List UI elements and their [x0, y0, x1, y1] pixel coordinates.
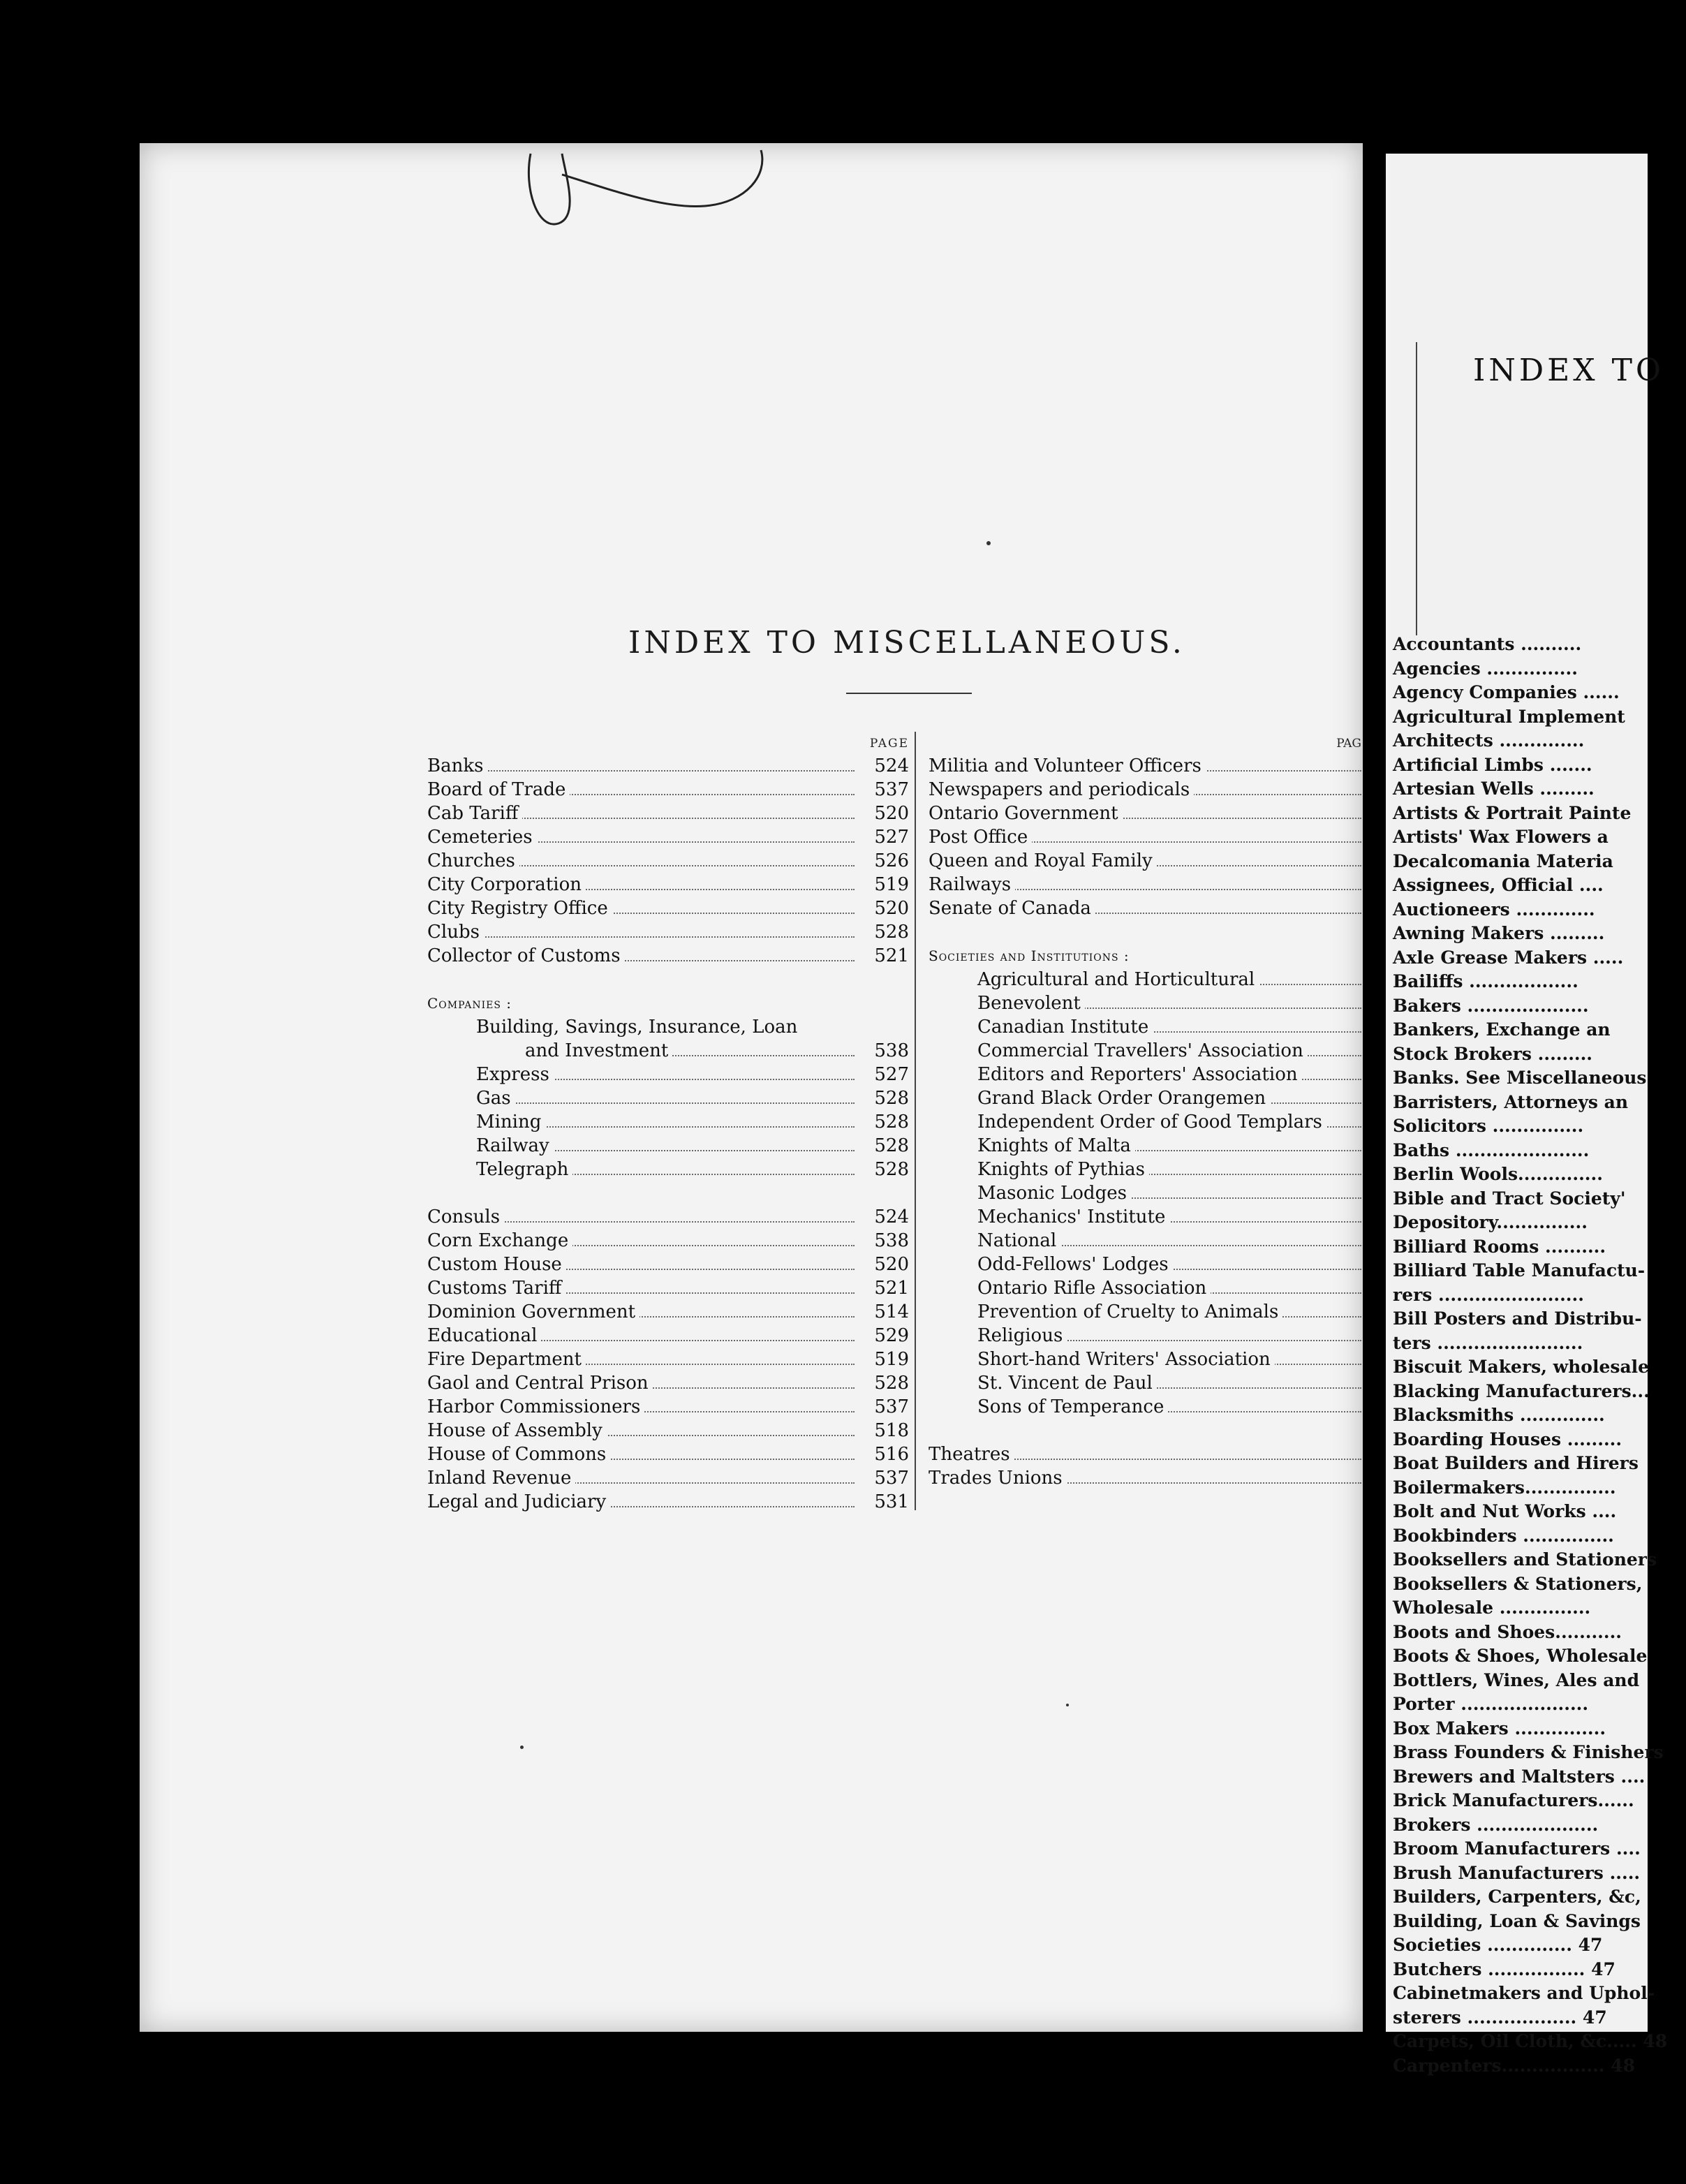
index-entry-page: 538 [874, 1230, 909, 1251]
index-entry [427, 873, 909, 897]
index-entry-label: House of Assembly [427, 1419, 607, 1443]
index-entry [427, 1086, 909, 1110]
title-rule [846, 693, 972, 694]
index-entry-page: 528 [874, 1135, 909, 1156]
index-entry [427, 1443, 909, 1466]
index-entry-page: 526 [874, 850, 909, 871]
index-entry-label: and Investment [427, 1039, 672, 1063]
right-page-entry: Wholesale ............... [1393, 1598, 1591, 1618]
right-page-entry: Boilermakers............... [1393, 1477, 1616, 1498]
leader-dots [427, 936, 855, 938]
index-entry-page: 537 [874, 1468, 909, 1489]
index-entry [929, 1181, 1361, 1205]
right-page-entry: Boots & Shoes, Wholesale [1393, 1646, 1648, 1666]
right-page-entry: Blacking Manufacturers... [1393, 1380, 1650, 1401]
index-entry-label: Prevention of Cruelty to Animals [929, 1300, 1282, 1324]
index-entry-page: 518 [874, 1420, 909, 1441]
right-page-entry: Artificial Limbs ....... [1393, 754, 1592, 775]
index-entry [929, 754, 1361, 778]
right-page-entry: Artists' Wax Flowers a [1393, 827, 1609, 847]
index-entry-page: 528 [874, 1159, 909, 1180]
right-page-entry: Agency Companies ...... [1393, 682, 1620, 702]
index-entry-label: Ontario Government [929, 802, 1123, 825]
index-entry-label: Customs Tariff [427, 1276, 565, 1300]
index-entry [929, 897, 1361, 920]
index-entry-page: 537 [874, 779, 909, 800]
index-entry-page: 527 [874, 827, 909, 848]
right-page-entry: Boarding Houses ......... [1393, 1429, 1622, 1449]
index-entry [929, 873, 1361, 897]
right-page-entry: Bill Posters and Distribu- [1393, 1308, 1642, 1329]
right-page-entry: Decalcomania Materia [1393, 850, 1613, 871]
index-entry [427, 920, 909, 944]
index-entry-label: Cemeteries [427, 825, 537, 849]
index-entry-page: 524 [874, 755, 909, 776]
right-page-entry: Agencies ............... [1393, 658, 1578, 679]
index-entry [929, 1134, 1361, 1158]
right-page-entry: Bottlers, Wines, Ales and [1393, 1669, 1640, 1690]
book-gutter [1363, 143, 1384, 2032]
column-divider [915, 732, 916, 1510]
index-entry-label: Senate of Canada [929, 897, 1095, 920]
index-entry-label: Ontario Rifle Association [929, 1276, 1211, 1300]
right-page-entry: Berlin Wools.............. [1393, 1164, 1603, 1184]
index-entry [427, 1063, 909, 1086]
index-entry-page: 528 [874, 1112, 909, 1132]
index-entry [427, 1015, 909, 1039]
index-entry [427, 1466, 909, 1490]
index-entry [929, 1229, 1361, 1253]
index-entry-label: Board of Trade [427, 778, 570, 802]
index-entry-page: 527 [874, 1064, 909, 1085]
right-page-entry: Brass Founders & Finishers [1393, 1742, 1664, 1762]
right-page-entry: Booksellers & Stationers, [1393, 1573, 1643, 1594]
right-page-entry: Cabinetmakers and Uphol- [1393, 1983, 1655, 2003]
index-entry-page: 524 [874, 1207, 909, 1227]
right-page-entry: Artesian Wells ......... [1393, 779, 1595, 799]
right-page-entry: Butchers ................ 47 [1393, 1958, 1615, 1979]
index-right-column [929, 733, 1361, 1490]
right-page-entry: Agricultural Implement [1393, 706, 1625, 727]
index-entry [929, 1443, 1361, 1466]
index-entry [427, 825, 909, 849]
index-entry-label: Express [427, 1063, 554, 1086]
index-entry [427, 944, 909, 968]
index-entry-label: Benevolent [929, 991, 1085, 1015]
index-entry-label: Consuls [427, 1205, 504, 1229]
right-page-entry: ters ........................ [1393, 1332, 1583, 1353]
right-page-entry: Carpenters................. 48 [1393, 2055, 1635, 2076]
index-entry-page: 519 [874, 1349, 909, 1370]
index-entry [929, 1276, 1361, 1300]
index-entry [929, 1395, 1361, 1419]
right-page-title: INDEX TO [1473, 353, 1665, 388]
right-page-entry: Banks. See Miscellaneous [1393, 1068, 1647, 1088]
index-entry-label: Mining [427, 1110, 545, 1134]
right-page-entry: Axle Grease Makers ..... [1393, 947, 1624, 968]
right-page-entry: Architects .............. [1393, 730, 1585, 751]
right-page-entry: Billiard Table Manufactu- [1393, 1260, 1646, 1281]
index-entry [427, 1253, 909, 1276]
index-entry-label: Knights of Malta [929, 1134, 1135, 1158]
index-entry-label: Newspapers and periodicals [929, 778, 1194, 802]
index-entry-label: St. Vincent de Paul [929, 1371, 1157, 1395]
index-entry-label: Militia and Volunteer Officers [929, 754, 1206, 778]
index-entry-label: Custom House [427, 1253, 566, 1276]
index-entry-page: 521 [874, 945, 909, 966]
index-entry [929, 1348, 1361, 1371]
index-entry-label: Gaol and Central Prison [427, 1371, 653, 1395]
right-page-entry: Brick Manufacturers...... [1393, 1790, 1634, 1810]
index-entry [929, 968, 1361, 991]
index-entry-label: Post Office [929, 825, 1032, 849]
index-entry [929, 825, 1361, 849]
index-entry-label: Canadian Institute [929, 1015, 1153, 1039]
right-page-entry: Societies .............. 47 [1393, 1935, 1603, 1955]
right-page-entry: Bailiffs .................. [1393, 971, 1578, 991]
index-entry-label: Sons of Temperance [929, 1395, 1168, 1419]
right-page-entry: Solicitors ............... [1393, 1116, 1584, 1136]
right-page-entry: Bankers, Exchange an [1393, 1019, 1611, 1040]
leader-dots [427, 770, 855, 772]
right-page-entry: Brush Manufacturers ..... [1393, 1862, 1641, 1883]
index-entry [427, 1371, 909, 1395]
index-entry-label: Railway [427, 1134, 554, 1158]
index-entry [427, 754, 909, 778]
right-page-entry: Stock Brokers ......... [1393, 1043, 1593, 1064]
right-page-entry: Auctioneers ............. [1393, 899, 1595, 920]
right-page-entry: Bible and Tract Society' [1393, 1188, 1626, 1209]
index-entry [929, 1086, 1361, 1110]
index-left-column [427, 733, 909, 1514]
index-entry-label: Educational [427, 1324, 541, 1348]
right-page-entry: Biscuit Makers, wholesale [1393, 1357, 1650, 1377]
index-entry-label: House of Commons [427, 1443, 610, 1466]
index-entry-page: 514 [874, 1301, 909, 1322]
index-entry-label: Dominion Government [427, 1300, 639, 1324]
right-page-entry: Bakers .................... [1393, 995, 1589, 1016]
index-entry [427, 1490, 909, 1514]
ink-speck [1066, 1704, 1069, 1706]
ink-speck [520, 1746, 524, 1749]
index-entry [929, 1110, 1361, 1134]
index-entry-label: Gas [427, 1086, 515, 1110]
index-entry-label: Harbor Commissioners [427, 1395, 644, 1419]
margin-rule [1416, 342, 1417, 635]
right-page-entry: Booksellers and Stationers [1393, 1549, 1657, 1570]
index-entry [427, 1134, 909, 1158]
index-entry [427, 802, 909, 825]
right-page-entry: sterers .................. 47 [1393, 2007, 1607, 2028]
index-entry-label: Agricultural and Horticultural [929, 968, 1259, 991]
right-page-entry: Boots and Shoes........... [1393, 1621, 1622, 1642]
index-entry-label: Inland Revenue [427, 1466, 575, 1490]
index-entry [427, 1324, 909, 1348]
index-entry-page: 529 [874, 1325, 909, 1346]
index-entry [427, 1419, 909, 1443]
index-entry [929, 1253, 1361, 1276]
right-page-entry: Broom Manufacturers .... [1393, 1838, 1641, 1859]
index-entry [929, 1015, 1361, 1039]
index-entry-page: 520 [874, 1254, 909, 1275]
index-entry-label: City Corporation [427, 873, 586, 897]
index-entry-label: Legal and Judiciary [427, 1490, 610, 1514]
index-entry-label: Masonic Lodges [929, 1181, 1131, 1205]
index-entry [929, 1300, 1361, 1324]
index-entry [427, 1395, 909, 1419]
index-entry [427, 778, 909, 802]
right-page-entry: Bookbinders ............... [1393, 1525, 1614, 1546]
index-entry-page: 528 [874, 922, 909, 943]
ink-speck [986, 541, 991, 545]
societies-heading: Societies and Institutions : [929, 947, 1130, 964]
index-entry [929, 991, 1361, 1015]
index-entry-label: Banks [427, 754, 487, 778]
right-page-entry: Artists & Portrait Painte [1393, 802, 1632, 823]
index-entry-label: Corn Exchange [427, 1229, 572, 1253]
index-entry [929, 778, 1361, 802]
index-entry-page: 538 [874, 1040, 909, 1061]
right-page-entry: Box Makers ............... [1393, 1718, 1606, 1739]
index-entry-label: Religious [929, 1324, 1067, 1348]
right-page-entry: Building, Loan & Savings [1393, 1910, 1641, 1931]
index-entry [427, 1300, 909, 1324]
index-entry-label: National [929, 1229, 1060, 1253]
page-column-heading: PAGE [869, 737, 909, 751]
right-page-entry: rers ........................ [1393, 1284, 1584, 1305]
index-entry-page: 531 [874, 1491, 909, 1512]
index-entry-page: 537 [874, 1396, 909, 1417]
index-entry-label: Trades Unions [929, 1466, 1067, 1490]
right-page-entry: Barristers, Attorneys an [1393, 1091, 1629, 1112]
index-entry-label: Telegraph [427, 1158, 572, 1181]
right-page-entries [1393, 633, 1686, 2078]
index-entry [929, 1039, 1361, 1063]
right-page-entry: Carpets, Oil Cloth, &c..... 48 [1393, 2031, 1668, 2051]
right-page-entry: Porter ..................... [1393, 1694, 1589, 1714]
right-page-entry: Depository............... [1393, 1212, 1588, 1232]
index-entry-label: Cab Tariff [427, 802, 522, 825]
index-entry-label: Theatres [929, 1443, 1014, 1466]
index-entry [427, 1348, 909, 1371]
right-page [1386, 154, 1668, 2076]
right-page-entry: Builders, Carpenters, &c, [1393, 1887, 1641, 1907]
page-column-heading-stub: PAG [1336, 737, 1361, 751]
index-entry [929, 1466, 1361, 1490]
index-entry-label: Commercial Travellers' Association [929, 1039, 1308, 1063]
page-title: INDEX TO MISCELLANEOUS. [628, 625, 1185, 661]
index-entry-page: 519 [874, 874, 909, 895]
index-entry [929, 1371, 1361, 1395]
index-entry-label: Editors and Reporters' Association [929, 1063, 1302, 1086]
index-entry-label: Collector of Customs [427, 944, 625, 968]
right-page-entry: Awning Makers ......... [1393, 923, 1605, 943]
index-entry-label: Churches [427, 849, 519, 873]
index-entry-page: 520 [874, 898, 909, 919]
index-entry [929, 849, 1361, 873]
index-entry [929, 1205, 1361, 1229]
index-entry [427, 849, 909, 873]
index-entry-label: Grand Black Order Orangemen [929, 1086, 1270, 1110]
index-entry-label: Fire Department [427, 1348, 586, 1371]
index-entry [929, 1324, 1361, 1348]
companies-heading: Companies : [427, 995, 512, 1012]
index-entry-label: Independent Order of Good Templars [929, 1110, 1326, 1134]
index-entry-page: 520 [874, 803, 909, 824]
index-entry-page: 528 [874, 1373, 909, 1394]
index-entry [929, 1158, 1361, 1181]
index-entry [929, 1063, 1361, 1086]
right-page-entry: Boat Builders and Hirers [1393, 1453, 1639, 1473]
index-entry [427, 1158, 909, 1181]
index-entry-page: 521 [874, 1278, 909, 1299]
right-page-entry: Baths ...................... [1393, 1139, 1590, 1160]
index-entry-label: Odd-Fellows' Lodges [929, 1253, 1173, 1276]
index-entry-label: Railways [929, 873, 1015, 897]
right-page-entry: Billiard Rooms .......... [1393, 1236, 1606, 1257]
index-entry-page: 528 [874, 1088, 909, 1109]
right-page-entry: Blacksmiths .............. [1393, 1405, 1605, 1425]
index-entry-label: City Registry Office [427, 897, 612, 920]
index-entry-label: Mechanics' Institute [929, 1205, 1169, 1229]
index-entry [427, 1276, 909, 1300]
index-entry-label: Building, Savings, Insurance, Loan [427, 1015, 801, 1039]
pencil-scribble-icon [524, 147, 775, 237]
right-page-entry: Bolt and Nut Works .... [1393, 1501, 1617, 1521]
index-entry-label: Clubs [427, 920, 484, 944]
index-entry [427, 1110, 909, 1134]
index-entry-label: Queen and Royal Family [929, 849, 1157, 873]
right-page-entry: Brewers and Maltsters .... [1393, 1766, 1646, 1787]
right-page-entry: Brokers .................... [1393, 1814, 1599, 1835]
index-entry [929, 802, 1361, 825]
index-entry-label: Knights of Pythias [929, 1158, 1149, 1181]
right-page-entry: Assignees, Official .... [1393, 875, 1604, 895]
index-entry [427, 1229, 909, 1253]
index-entry-page: 516 [874, 1444, 909, 1465]
right-page-entry: Accountants .......... [1393, 634, 1582, 654]
index-entry-label: Short-hand Writers' Association [929, 1348, 1275, 1371]
index-entry [427, 1205, 909, 1229]
index-entry [427, 1039, 909, 1063]
index-entry [427, 897, 909, 920]
